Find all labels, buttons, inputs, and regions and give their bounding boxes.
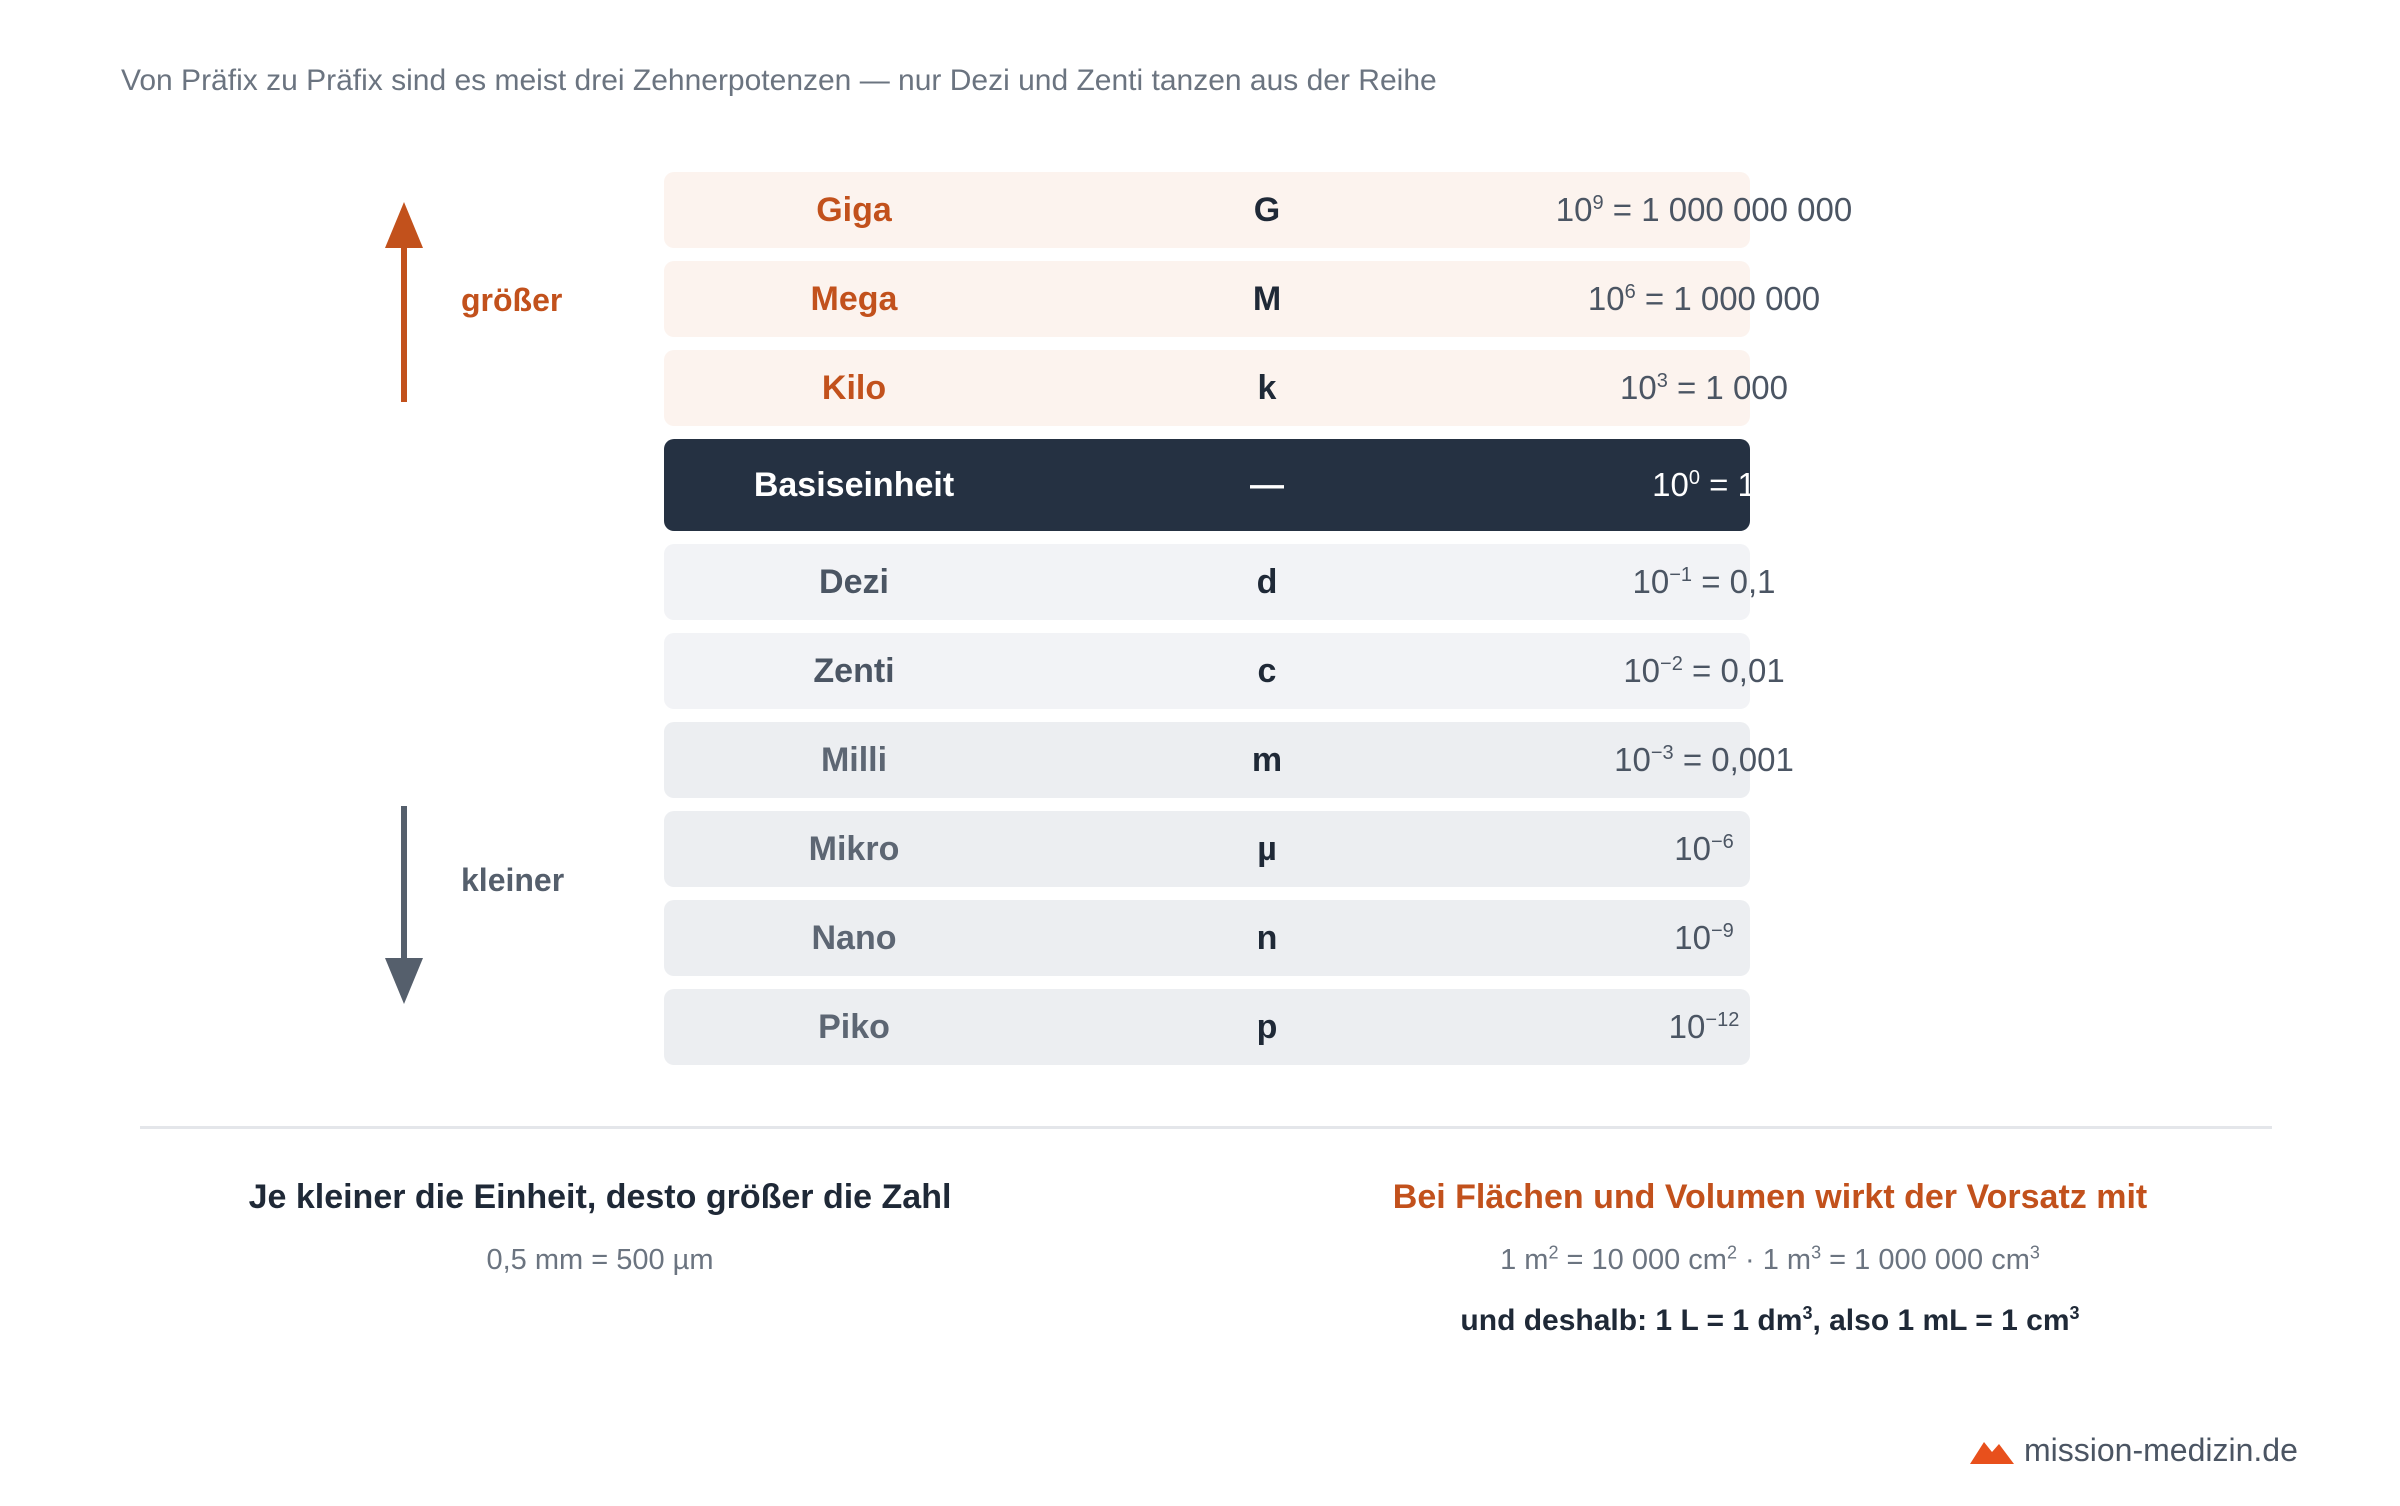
prefix-row-mikro bbox=[664, 811, 1750, 887]
prefix-row-dezi bbox=[664, 544, 1776, 620]
mountain-icon bbox=[1970, 1438, 2014, 1464]
prefix-value: $10^0 = 1$ bbox=[1652, 466, 1756, 503]
note-left-example: 0,5 mm = 500 µm bbox=[486, 1244, 714, 1276]
prefix-symbol: µ bbox=[1257, 829, 1277, 868]
prefix-row-giga bbox=[664, 172, 1853, 248]
prefix-name: Zenti bbox=[813, 651, 895, 690]
prefix-value: $10^{-9}$ bbox=[1674, 919, 1734, 956]
note-right-conclusion: und deshalb: 1 L = 1 $dm^3$, also 1 mL = 1 $cm^3$ bbox=[1460, 1303, 2080, 1337]
prefix-name: Milli bbox=[820, 740, 888, 779]
prefix-name: Piko bbox=[818, 1007, 890, 1046]
prefix-name: Giga bbox=[816, 190, 892, 229]
prefix-symbol: G bbox=[1253, 190, 1281, 229]
prefix-symbol: d bbox=[1256, 562, 1278, 601]
prefix-value: $10^3 = 1$ 000 bbox=[1619, 369, 1789, 406]
arrow-down-icon bbox=[382, 804, 426, 1008]
prefix-value: $10^9 = 1$ 000 000 000 bbox=[1555, 191, 1853, 228]
arrow-up-icon bbox=[382, 200, 426, 406]
prefix-symbol: k bbox=[1257, 368, 1277, 407]
prefix-row-kilo bbox=[664, 350, 1789, 426]
prefix-symbol: m bbox=[1251, 740, 1283, 779]
prefix-row-zenti bbox=[664, 633, 1785, 709]
prefix-value: $10^{-12}$ bbox=[1668, 1008, 1740, 1045]
logo bbox=[1970, 1432, 2298, 1469]
prefix-name: Nano bbox=[811, 918, 897, 957]
divider bbox=[140, 1126, 2272, 1129]
prefix-symbol: n bbox=[1256, 918, 1278, 957]
label-bigger: größer bbox=[461, 282, 563, 318]
prefix-row-piko bbox=[664, 989, 1750, 1065]
note-right-formula: 1 $m^2 = 10$ 000 $cm^2 \cdot 1$ $m^3 = 1$ 000 000 $cm^3$ bbox=[1500, 1242, 2040, 1276]
prefix-value: $10^{-1} = 0,1$ bbox=[1632, 563, 1776, 600]
prefix-value: $10^{-2} = 0,01$ bbox=[1623, 652, 1785, 689]
prefix-row-milli bbox=[664, 722, 1794, 798]
prefix-symbol: c bbox=[1257, 651, 1277, 690]
prefix-name: Kilo bbox=[821, 368, 887, 407]
prefix-symbol: p bbox=[1256, 1007, 1278, 1046]
note-right-title: Bei Flächen und Volumen wirkt der Vorsatz mit bbox=[1392, 1178, 2148, 1216]
prefix-name: Dezi bbox=[819, 562, 889, 601]
prefix-row-basiseinheit bbox=[664, 439, 1756, 531]
prefix-row-nano bbox=[664, 900, 1750, 976]
label-smaller: kleiner bbox=[461, 862, 565, 898]
prefix-name: Basiseinheit bbox=[753, 465, 955, 504]
note-left-title: Je kleiner die Einheit, desto größer die Zahl bbox=[248, 1178, 952, 1216]
prefix-name: Mikro bbox=[808, 829, 900, 868]
subtitle: Von Präfix zu Präfix sind es meist drei Zehnerpotenzen — nur Dezi und Zenti tanzen aus der Reihe bbox=[121, 64, 1437, 97]
prefix-row-mega bbox=[664, 261, 1821, 337]
prefix-value: $10^{-3} = 0,001$ bbox=[1614, 741, 1794, 778]
prefix-symbol: — bbox=[1250, 465, 1284, 504]
prefix-name: Mega bbox=[810, 279, 898, 318]
prefix-value: $10^{-6}$ bbox=[1674, 830, 1734, 867]
prefix-value: $10^6 = 1$ 000 000 bbox=[1587, 280, 1821, 317]
logo-text: mission-medizin.de bbox=[2024, 1432, 2298, 1468]
prefix-symbol: M bbox=[1252, 279, 1282, 318]
